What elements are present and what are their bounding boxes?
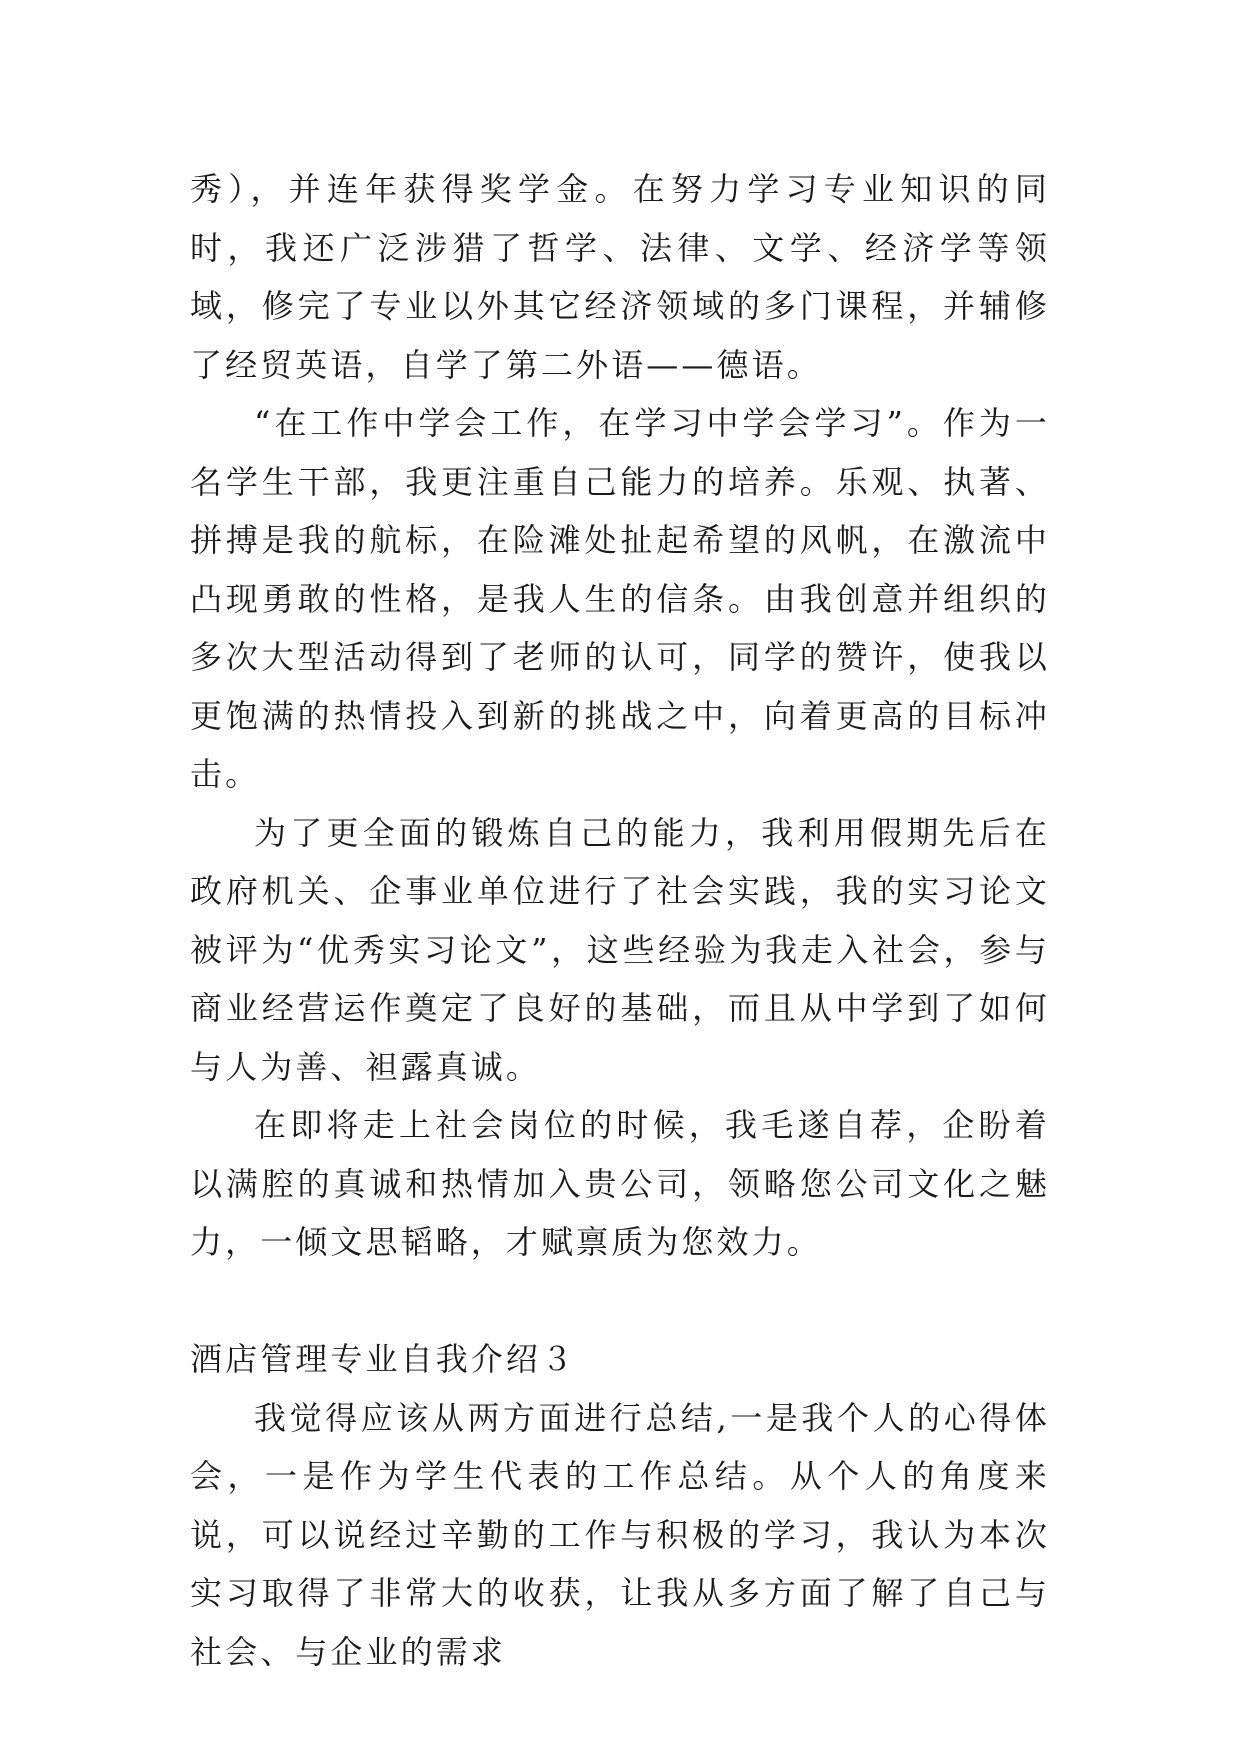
section-spacer xyxy=(190,1272,1050,1331)
section-heading: 酒店管理专业自我介绍３ xyxy=(190,1340,577,1378)
document-body xyxy=(190,160,1050,1681)
paragraph-work-and-study: “在工作中学会工作，在学习中学会学习”。作为一名学生干部，我更注重自己能力的培养。乐观、执著、拼搏是我的航标，在险滩处扯起希望的风帆，在激流中凸现勇敢的性格，是我人生的信条。由我创意并组织的多次大型活动得到了老师的认可，同学的赞许，使我以更饱满的热情投入到新的挑战之中，向着更高的目标冲击。 xyxy=(190,404,1050,793)
paragraph-summary: 我觉得应该从两方面进行总结,一是我个人的心得体会，一是作为学生代表的工作总结。从个人的角度来说，可以说经过辛勤的工作与积极的学习，我认为本次实习取得了非常大的收获，让我从多方面了解了自己与社会、与企业的需求 xyxy=(190,1398,1050,1671)
paragraph-social-practice: 为了更全面的锻炼自己的能力，我利用假期先后在政府机关、企事业单位进行了社会实践，我的实习论文被评为“优秀实习论文”，这些经验为我走入社会，参与商业经营运作奠定了良好的基础，而且从中学到了如何与人为善、袒露真诚。 xyxy=(190,813,1050,1086)
paragraph-continuation: 秀），并连年获得奖学金。在努力学习专业知识的同时，我还广泛涉猎了哲学、法律、文学、经济学等领域，修完了专业以外其它经济领域的多门课程，并辅修了经贸英语，自学了第二外语——德语。 xyxy=(190,170,1050,384)
paragraph-self-recommendation: 在即将走上社会岗位的时候，我毛遂自荐，企盼着以满腔的真诚和热情加入贵公司，领略您公司文化之魅力，一倾文思韬略，才赋禀质为您效力。 xyxy=(190,1106,1050,1261)
